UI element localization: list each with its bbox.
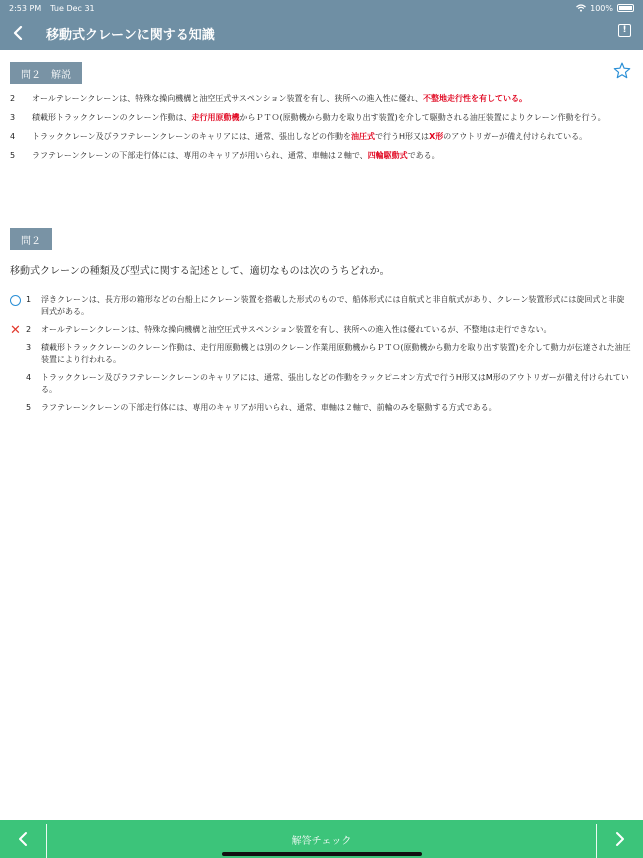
- status-bar: [0, 0, 643, 16]
- explanation-item: [10, 93, 632, 105]
- choice-item[interactable]: [10, 342, 632, 366]
- explanation-item-number: 4: [10, 132, 16, 141]
- text-segment: オールテレーンクレーンは、特殊な操向機構と油空圧式サスペンション装置を有し、狭所への進入性に優れ、: [32, 94, 423, 103]
- choice-text: 浮きクレーンは、長方形の箱形などの台船上にクレーン装置を搭載した形式のもので、船体形式には自航式と非自航式があり、クレーン装置形式には旋回式と非旋回式がある。: [41, 295, 625, 316]
- wrong-cross-icon: ✕: [10, 323, 21, 338]
- highlighted-keyword: 油圧式: [351, 132, 376, 141]
- home-indicator: [222, 852, 422, 856]
- nav-bar: [0, 16, 643, 50]
- choice-list: [10, 294, 632, 420]
- explanation-item-number: 5: [10, 151, 16, 160]
- explanation-item: [10, 112, 632, 124]
- choice-text: 積載形トラッククレーンのクレーン作動は、走行用原動機とは別のクレーン作業用原動機からＰＴＯ(原動機から動力を取り出す装置)を介して動力が伝達された油圧装置により行われる。: [41, 343, 631, 364]
- explanation-item-number: 2: [10, 94, 16, 103]
- content-area: [0, 50, 643, 820]
- favorite-button[interactable]: [613, 62, 631, 83]
- status-time: 2:53 PM: [9, 3, 42, 13]
- star-icon: [613, 62, 631, 79]
- chevron-right-icon: [615, 831, 625, 847]
- chevron-left-icon: [18, 831, 28, 847]
- choice-mark-empty: [10, 402, 26, 414]
- choice-number: 4: [26, 373, 32, 382]
- chevron-left-icon: [13, 26, 23, 40]
- highlighted-keyword: X形: [429, 132, 444, 141]
- choice-mark-empty: [10, 342, 26, 366]
- text-segment: のアウトリガーが備え付けられている。: [443, 132, 588, 141]
- page-title: 移動式クレーンに関する知識: [46, 27, 215, 43]
- highlighted-keyword: 四輪駆動式: [367, 151, 408, 160]
- battery-percent: 100%: [590, 3, 613, 13]
- previous-button[interactable]: [0, 820, 46, 858]
- explanation-item: [10, 150, 632, 162]
- text-segment: からＰＴＯ(原動機から動力を取り出す装置)を介して駆動される油圧装置によりクレーン作動を行う。: [239, 113, 606, 122]
- explanation-item-number: 3: [10, 113, 16, 122]
- text-segment: で行うH形又は: [375, 132, 430, 141]
- choice-text: トラッククレーン及びラフテレーンクレーンのキャリアには、通常、張出しなどの作動をラックピニオン方式で行うH形又はM形のアウトリガーが備え付けられている。: [41, 373, 629, 394]
- choice-number: 3: [26, 343, 32, 352]
- explanation-item-text: [32, 131, 632, 143]
- next-button[interactable]: [597, 820, 643, 858]
- explanation-item: [10, 131, 632, 143]
- highlighted-keyword: 不整地走行性を有している。: [423, 94, 527, 103]
- choice-item[interactable]: [10, 324, 632, 336]
- choice-text: オールテレーンクレーンは、特殊な操向機構と油空圧式サスペンション装置を有し、狭所への進入性は優れているが、不整地は走行できない。: [41, 325, 552, 334]
- explanation-item-text: [32, 150, 632, 162]
- battery-icon: [617, 4, 634, 12]
- feedback-icon[interactable]: !: [618, 24, 631, 37]
- text-segment: ラフテレーンクレーンの下部走行体には、専用のキャリアが用いられ、通常、車軸は２軸で、: [32, 151, 368, 160]
- back-button[interactable]: [0, 16, 36, 50]
- status-date: Tue Dec 31: [50, 3, 95, 13]
- text-segment: である。: [407, 151, 440, 160]
- wifi-icon: [576, 4, 586, 12]
- highlighted-keyword: 走行用原動機: [191, 113, 240, 122]
- choice-number: 2: [26, 325, 32, 334]
- answer-check-button[interactable]: 解答チェック: [291, 835, 352, 847]
- explanation-list: [10, 93, 632, 169]
- question-tag: 問２: [10, 228, 52, 250]
- choice-item[interactable]: [10, 372, 632, 396]
- explanation-tag: 問２ 解説: [10, 62, 82, 84]
- explanation-item-text: [32, 112, 632, 124]
- choice-text: ラフテレーンクレーンの下部走行体には、専用のキャリアが用いられ、通常、車軸は２軸で、前輪のみを駆動する方式である。: [41, 403, 497, 412]
- choice-mark-empty: [10, 372, 26, 396]
- status-right: [576, 4, 634, 13]
- correct-circle-icon: [10, 294, 26, 318]
- choice-number: 1: [26, 295, 32, 304]
- question-text: 移動式クレーンの種類及び型式に関する記述として、適切なものは次のうちどれか。: [10, 266, 390, 277]
- choice-number: 5: [26, 403, 32, 412]
- explanation-item-text: [32, 93, 632, 105]
- text-segment: トラッククレーン及びラフテレーンクレーンのキャリアには、通常、張出しなどの作動を: [32, 132, 352, 141]
- text-segment: 積載形トラッククレーンのクレーン作動は、: [32, 113, 192, 122]
- choice-item[interactable]: [10, 402, 632, 414]
- choice-item[interactable]: [10, 294, 632, 318]
